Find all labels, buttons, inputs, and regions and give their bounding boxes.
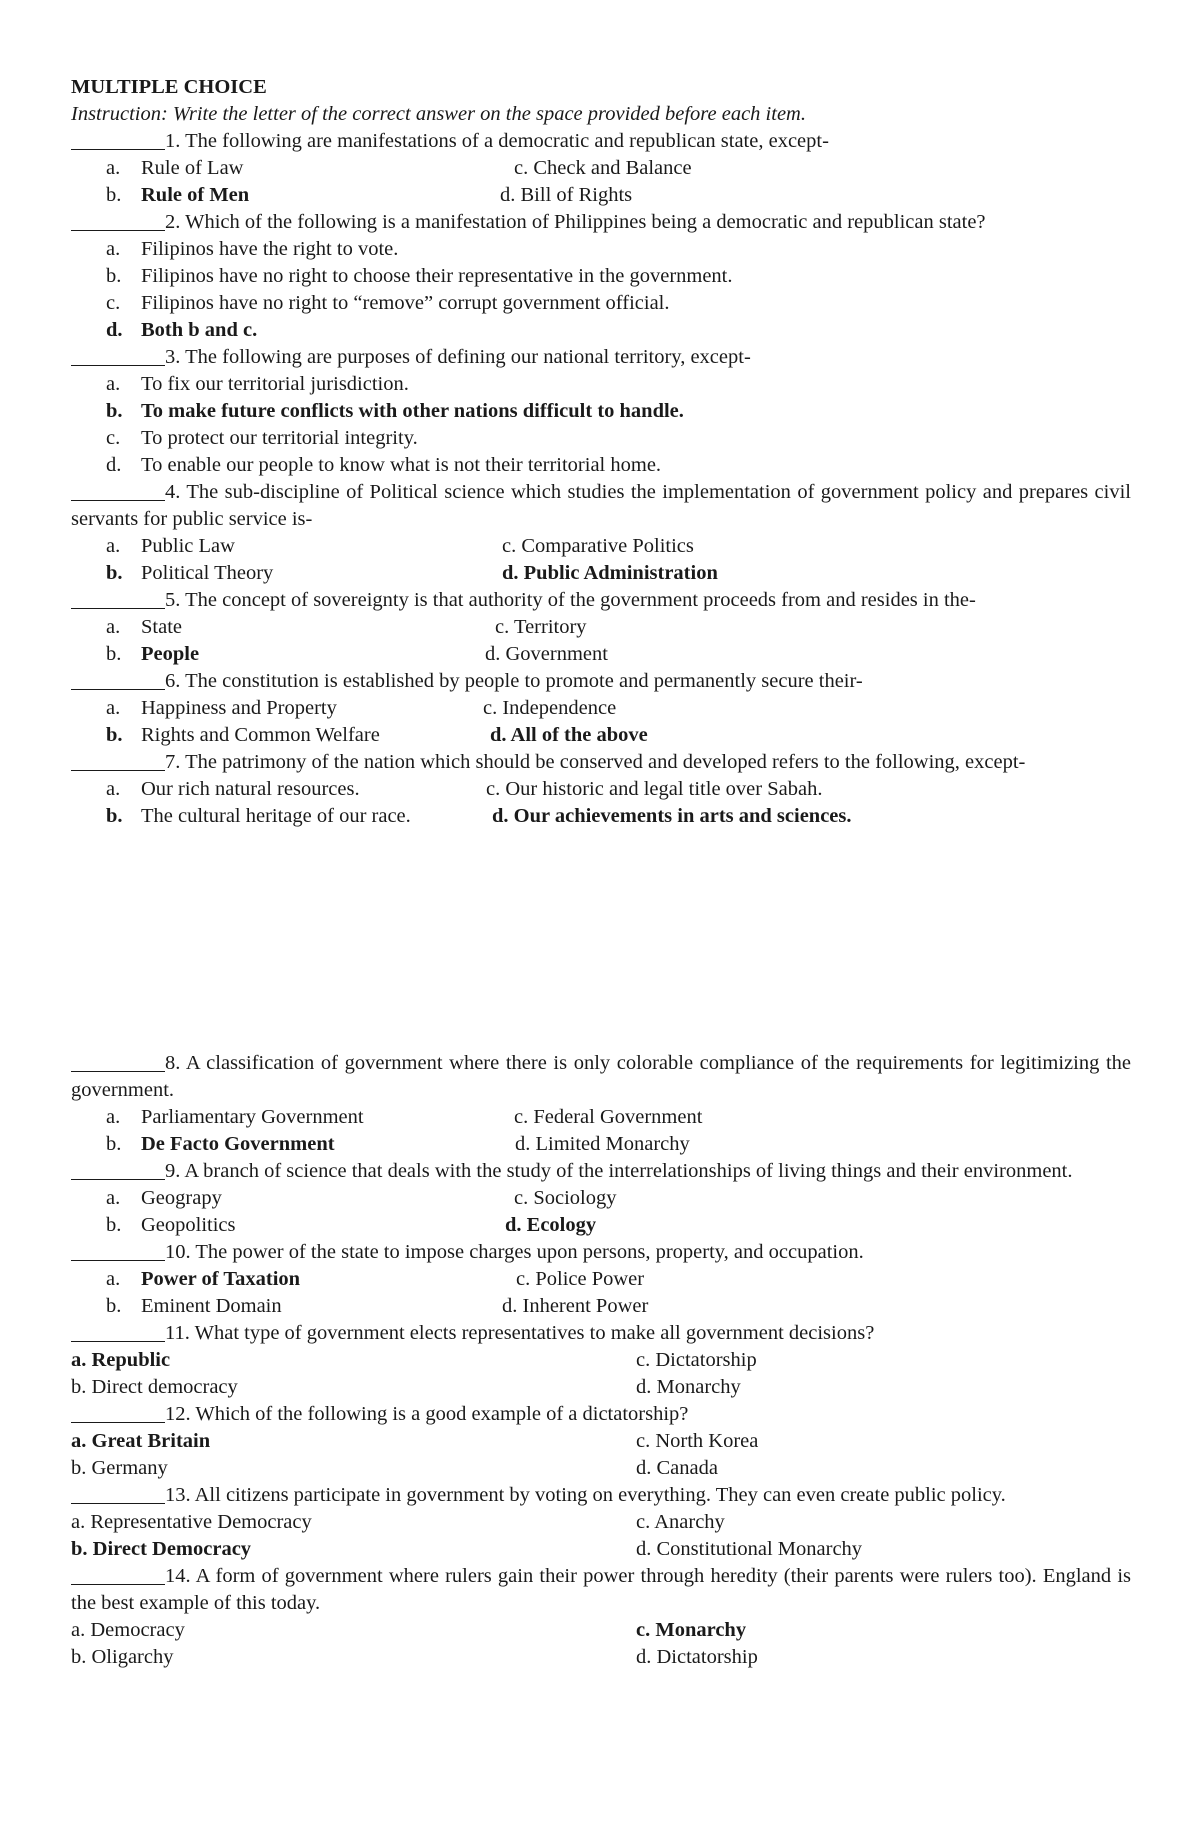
option-text: b. Direct democracy: [71, 1376, 238, 1398]
option-text: d. Constitutional Monarchy: [636, 1538, 863, 1560]
option-row: [71, 776, 1131, 803]
option-text: De Facto Government: [141, 1133, 335, 1155]
option-row: [71, 1266, 1131, 1293]
question-text: 10. The power of the state to impose charges upon persons, property, and occupation.: [71, 1239, 1131, 1266]
option-row: [71, 1131, 1131, 1158]
option-text: d. Our achievements in arts and sciences.: [492, 805, 852, 827]
question-text: 5. The concept of sovereignty is that authority of the government proceeds from and resides in the-: [71, 587, 1131, 614]
question-3: [71, 344, 1131, 479]
question-9: [71, 1158, 1131, 1239]
option-letter: b.: [106, 184, 122, 206]
question-4: [71, 479, 1131, 587]
option-row: [71, 533, 1131, 560]
option-text: b. Germany: [71, 1457, 168, 1479]
option-text: Public Law: [141, 535, 235, 557]
option-text: To fix our territorial jurisdiction.: [141, 373, 409, 395]
question-8: [71, 1050, 1131, 1158]
option-text: d. Public Administration: [502, 562, 718, 584]
option-letter: b.: [106, 1133, 122, 1155]
option-row: [71, 1617, 1131, 1644]
option-letter: a.: [106, 1268, 121, 1290]
option-text: c. North Korea: [636, 1430, 759, 1452]
option-row: [71, 1374, 1131, 1401]
option-row: [71, 722, 1131, 749]
option-text: c. Anarchy: [636, 1511, 725, 1533]
option-text: Filipinos have the right to vote.: [141, 238, 399, 260]
option-letter: a.: [106, 157, 121, 179]
option-letter: a.: [106, 373, 121, 395]
question-5: [71, 587, 1131, 668]
question-text: 12. Which of the following is a good example of a dictatorship?: [71, 1401, 1131, 1428]
option-letter: b.: [106, 805, 123, 827]
option-text: b. Oligarchy: [71, 1646, 174, 1668]
option-text: Geopolitics: [141, 1214, 236, 1236]
option-text: a. Great Britain: [71, 1430, 211, 1452]
question-10: [71, 1239, 1131, 1320]
option-text: d. Inherent Power: [502, 1295, 649, 1317]
option-row: [71, 1536, 1131, 1563]
page-gap: [71, 830, 1131, 1050]
option-letter: d.: [106, 319, 123, 341]
option: [71, 398, 1131, 425]
option: [71, 425, 1131, 452]
option-letter: a.: [106, 778, 121, 800]
question-12: [71, 1401, 1131, 1482]
option-row: [71, 1212, 1131, 1239]
option-letter: b.: [106, 724, 123, 746]
option-text: Power of Taxation: [141, 1268, 301, 1290]
option-text: To protect our territorial integrity.: [141, 427, 418, 449]
option-row: [71, 803, 1131, 830]
option-text: d. Bill of Rights: [500, 184, 633, 206]
option-row: [71, 1509, 1131, 1536]
question-text: 1. The following are manifestations of a democratic and republican state, except-: [71, 128, 1131, 155]
question-text: 13. All citizens participate in government by voting on everything. They can even create public policy.: [71, 1482, 1131, 1509]
option-row: [71, 1104, 1131, 1131]
option-letter: d.: [106, 454, 122, 476]
option-text: d. Monarchy: [636, 1376, 741, 1398]
option: [71, 317, 1131, 344]
option-text: c. Comparative Politics: [502, 535, 694, 557]
option-row: [71, 1293, 1131, 1320]
option-letter: c.: [106, 292, 121, 314]
option-text: d. Government: [485, 643, 608, 665]
option-text: Both b and c.: [141, 319, 258, 341]
option-row: [71, 1644, 1131, 1671]
option-row: [71, 1347, 1131, 1374]
option-text: To enable our people to know what is not their territorial home.: [141, 454, 662, 476]
option-letter: a.: [106, 697, 121, 719]
question-text: 3. The following are purposes of defining our national territory, except-: [71, 344, 1131, 371]
section-heading: MULTIPLE CHOICE: [71, 76, 267, 98]
option-text: Geograpy: [141, 1187, 222, 1209]
question-text: 4. The sub-discipline of Political science which studies the implementation of government policy and prepares civil servants for public service is-: [71, 479, 1131, 533]
option-text: People: [141, 643, 200, 665]
option-row: [71, 1185, 1131, 1212]
option-row: [71, 614, 1131, 641]
option-text: Filipinos have no right to choose their representative in the government.: [141, 265, 733, 287]
option-row: [71, 1428, 1131, 1455]
option: [71, 263, 1131, 290]
option-letter: a.: [106, 1106, 121, 1128]
option-letter: a.: [106, 616, 121, 638]
option-text: c. Check and Balance: [514, 157, 692, 179]
option-text: Eminent Domain: [141, 1295, 282, 1317]
option: [71, 371, 1131, 398]
option-letter: b.: [106, 1214, 122, 1236]
option-row: [71, 155, 1131, 182]
option-text: c. Dictatorship: [636, 1349, 757, 1371]
option-letter: b.: [106, 265, 122, 287]
option-row: [71, 695, 1131, 722]
option-text: c. Monarchy: [636, 1619, 747, 1641]
question-text: 6. The constitution is established by people to promote and permanently secure their-: [71, 668, 1131, 695]
question-2: [71, 209, 1131, 344]
option-letter: b.: [106, 1295, 122, 1317]
option-row: [71, 1455, 1131, 1482]
question-text: 11. What type of government elects representatives to make all government decisions?: [71, 1320, 1131, 1347]
option: [71, 236, 1131, 263]
option-row: [71, 641, 1131, 668]
question-6: [71, 668, 1131, 749]
question-1: [71, 128, 1131, 209]
option-letter: a.: [106, 535, 121, 557]
option-text: The cultural heritage of our race.: [141, 805, 411, 827]
option-text: a. Democracy: [71, 1619, 185, 1641]
question-7: [71, 749, 1131, 830]
option-text: Our rich natural resources.: [141, 778, 360, 800]
option-text: d. Ecology: [505, 1214, 597, 1236]
option-row: [71, 182, 1131, 209]
option-letter: c.: [106, 427, 121, 449]
option-text: Rights and Common Welfare: [141, 724, 380, 746]
option-text: c. Police Power: [516, 1268, 645, 1290]
option-letter: b.: [106, 643, 122, 665]
question-text: 9. A branch of science that deals with the study of the interrelationships of living things and their environment.: [71, 1158, 1131, 1185]
option-text: a. Republic: [71, 1349, 171, 1371]
option-text: Parliamentary Government: [141, 1106, 364, 1128]
option-letter: a.: [106, 1187, 121, 1209]
option-text: c. Sociology: [514, 1187, 617, 1209]
question-13: [71, 1482, 1131, 1563]
option-text: b. Direct Democracy: [71, 1538, 252, 1560]
question-14: [71, 1563, 1131, 1671]
option-letter: b.: [106, 562, 123, 584]
option: [71, 290, 1131, 317]
question-text: 2. Which of the following is a manifestation of Philippines being a democratic and republican state?: [71, 209, 1131, 236]
option-text: State: [141, 616, 182, 638]
option: [71, 452, 1131, 479]
question-text: 14. A form of government where rulers gain their power through heredity (their parents were rulers too). England is the best example of this today.: [71, 1563, 1131, 1617]
question-text: 7. The patrimony of the nation which should be conserved and developed refers to the following, except-: [71, 749, 1131, 776]
exam-content: [71, 74, 1131, 1671]
option-row: [71, 560, 1131, 587]
option-text: c. Federal Government: [514, 1106, 703, 1128]
option-letter: a.: [106, 238, 121, 260]
option-text: d. Limited Monarchy: [515, 1133, 690, 1155]
option-text: d. Dictatorship: [636, 1646, 758, 1668]
option-text: a. Representative Democracy: [71, 1511, 312, 1533]
option-text: Rule of Law: [141, 157, 244, 179]
option-text: Happiness and Property: [141, 697, 337, 719]
option-text: Political Theory: [141, 562, 274, 584]
question-11: [71, 1320, 1131, 1401]
option-text: c. Our historic and legal title over Sabah.: [486, 778, 823, 800]
option-text: To make future conflicts with other nations difficult to handle.: [141, 400, 684, 422]
option-text: c. Territory: [495, 616, 587, 638]
option-text: Filipinos have no right to “remove” corrupt government official.: [141, 292, 670, 314]
option-text: Rule of Men: [141, 184, 250, 206]
option-text: d. All of the above: [490, 724, 648, 746]
instruction-text: Instruction: Write the letter of the correct answer on the space provided before each item.: [71, 103, 806, 125]
option-letter: b.: [106, 400, 123, 422]
option-text: d. Canada: [636, 1457, 718, 1479]
question-text: 8. A classification of government where there is only colorable compliance of the requirements for legitimizing the government.: [71, 1050, 1131, 1104]
option-text: c. Independence: [483, 697, 617, 719]
